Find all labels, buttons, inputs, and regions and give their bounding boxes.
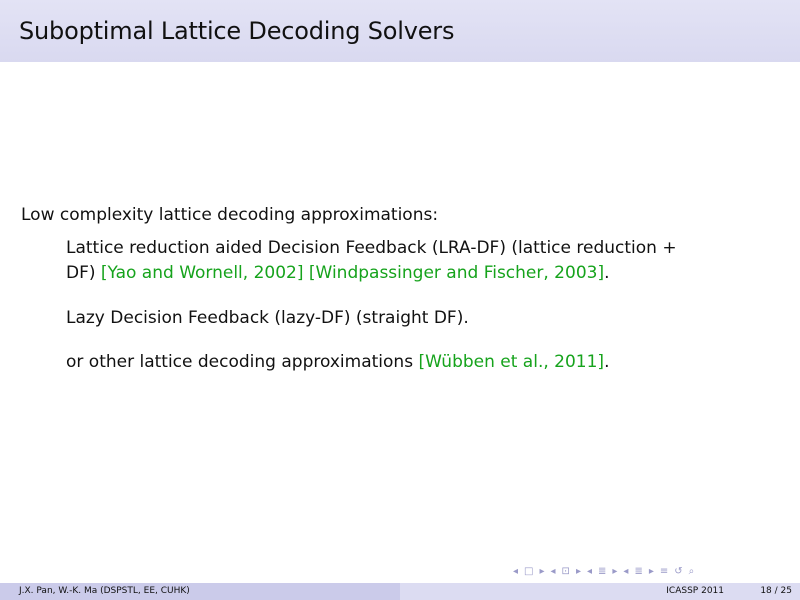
title-bar [0, 0, 800, 62]
beamer-navigation-bar [513, 563, 795, 579]
nav-frame-icon[interactable]: ⊡ [561, 565, 570, 577]
nav-next-slide-icon[interactable]: ▸ [539, 565, 545, 577]
bullet-item-lra-df [66, 236, 677, 286]
other-approximations-prefix: or other lattice decoding approximations [66, 352, 419, 372]
nav-next-subsection-icon[interactable]: ▸ [612, 565, 618, 577]
footer-bar [0, 583, 800, 600]
nav-search-icon[interactable]: ⌕ [688, 565, 695, 577]
other-approximations-suffix: . [604, 352, 610, 372]
nav-prev-slide-icon[interactable]: ◂ [513, 565, 519, 577]
nav-next-section-icon[interactable]: ▸ [648, 565, 654, 577]
nav-toc-icon[interactable]: ≡ [659, 565, 669, 577]
footer-page-number: 18 / 25 [760, 586, 792, 596]
nav-back-icon[interactable]: ↺ [674, 565, 683, 577]
intro-text: Low complexity lattice decoding approximations: [21, 205, 439, 225]
bullet-item-lra-df-suffix: . [604, 263, 610, 283]
footer-right-panel [400, 583, 800, 600]
footer-authors: J.X. Pan, W.-K. Ma (DSPSTL, EE, CUHK) [0, 583, 400, 600]
citation-wubben[interactable]: [Wübben et al., 2011] [418, 352, 605, 372]
bullet-item-lra-df-line1: Lattice reduction aided Decision Feedback (LRA-DF) (lattice reduction + [66, 238, 677, 258]
footer-conference: ICASSP 2011 [666, 586, 724, 596]
bullet-item-lra-df-line2 [66, 261, 677, 286]
bullet-item-lra-df-prefix: DF) [66, 263, 101, 283]
nav-next-frame-icon[interactable]: ▸ [575, 565, 581, 577]
citation-yao-windpassinger[interactable]: [Yao and Wornell, 2002] [Windpassinger and Fischer, 2003] [100, 263, 605, 283]
nav-prev-frame-icon[interactable]: ◂ [550, 565, 556, 577]
nav-prev-subsection-icon[interactable]: ◂ [586, 565, 592, 577]
nav-subsection-icon[interactable]: ≣ [598, 565, 607, 577]
bullet-item-lazy-df: Lazy Decision Feedback (lazy-DF) (straight DF). [66, 308, 469, 328]
nav-prev-section-icon[interactable]: ◂ [623, 565, 629, 577]
nav-section-icon[interactable]: ≣ [634, 565, 643, 577]
nav-slide-icon[interactable]: □ [524, 565, 534, 577]
slide-title: Suboptimal Lattice Decoding Solvers [19, 17, 455, 45]
bullet-item-other-approximations [66, 350, 609, 375]
